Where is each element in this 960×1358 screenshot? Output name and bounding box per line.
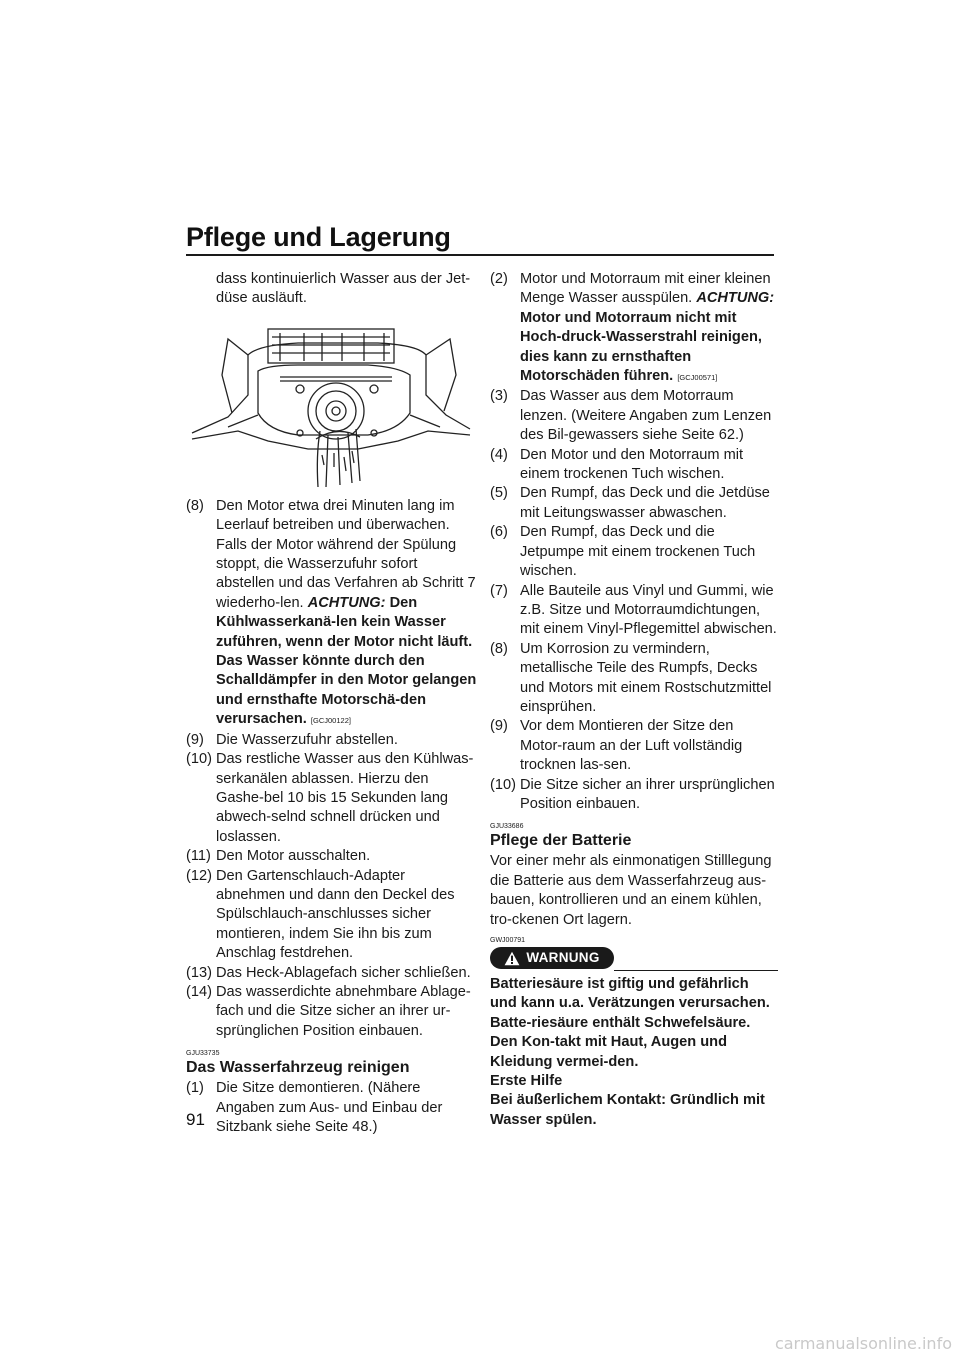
- step-text: Vor dem Montieren der Sitze den Motor-raum an der Luft vollständig trocknen las-sen.: [520, 718, 743, 774]
- step-9-left: [186, 731, 478, 750]
- reference-code: [GCJ00122]: [310, 716, 351, 726]
- section-title-cleaning: Das Wasserfahrzeug reinigen: [186, 1059, 410, 1077]
- step-number: (12): [186, 867, 212, 884]
- step-text: Den Motor ausschalten.: [216, 848, 371, 865]
- step-number: (9): [186, 731, 204, 748]
- step-text: Das Wasser aus dem Motorraum lenzen. (Weitere Angaben zum Lenzen des Bil-gewassers siehe Seite 62.): [520, 388, 772, 444]
- step-8-left: [186, 497, 478, 731]
- step-text: Den Motor und den Motorraum mit einem trockenen Tuch wischen.: [520, 446, 744, 483]
- step-9-right: [490, 717, 778, 775]
- step-2-right: [490, 270, 778, 387]
- step-10-left: [186, 750, 478, 847]
- step-11-left: [186, 847, 478, 866]
- caution-text: Motor und Motorraum nicht mit Hoch-druck-Wasserstrahl reinigen, dies kann zu ernsthaften Motorschäden führen.: [520, 309, 762, 385]
- section-code: GJU33686: [490, 823, 524, 831]
- step-number: (2): [490, 271, 508, 287]
- step-number: (4): [490, 446, 508, 463]
- step-13-left: [186, 964, 478, 983]
- warning-header: [490, 947, 778, 971]
- step-text: Den Motor etwa drei Minuten lang im Leerlauf betreiben und überwachen. Falls der Motor während der Spülung stoppt, die Wasserzufuhr sofort abstellen und das Verfahren ab Schritt 7 wiederho-len.: [216, 497, 476, 611]
- step-text: Um Korrosion zu vermindern, metallische Teile des Rumpfs, Decks und Motors mit einem Rostschutzmittel einsprühen.: [520, 640, 772, 715]
- warning-rule: [614, 970, 778, 971]
- reference-code: [GCJ00571]: [677, 373, 718, 383]
- warning-badge: [490, 947, 614, 969]
- step-text: Den Rumpf, das Deck und die Jetpumpe mit einem trockenen Tuch wischen.: [520, 524, 756, 580]
- step-7-right: [490, 582, 778, 640]
- step-number: (13): [186, 964, 212, 981]
- section-code: GJU33735: [186, 1050, 220, 1058]
- step-number: (11): [186, 848, 211, 865]
- step-number: (6): [490, 524, 508, 541]
- warning-label: WARNUNG: [526, 950, 600, 966]
- step-5-right: [490, 484, 778, 523]
- watermark: carmanualsonline.info: [774, 1334, 952, 1353]
- page-title: Pflege und Lagerung: [186, 222, 451, 252]
- step-text: Den Rumpf, das Deck und die Jetdüse mit Leitungswasser abwaschen.: [520, 485, 770, 521]
- title-rule: [186, 254, 774, 256]
- step-text: Motor und Motorraum mit einer kleinen Menge Wasser ausspülen.: [520, 271, 771, 307]
- jet-nozzle-flush-illustration: [188, 315, 474, 491]
- step-3-right: [490, 387, 778, 445]
- step-number: (14): [186, 983, 212, 1000]
- step-text: Den Gartenschlauch-Adapter abnehmen und dann den Deckel des Spülschlauch-anschlusses sicher montieren, indem Sie ihn bis zum Anschlag festdrehen.: [216, 867, 455, 962]
- step-number: (7): [490, 582, 508, 599]
- step-number: (9): [490, 718, 508, 735]
- step-text: Das restliche Wasser aus den Kühlwas-serkanälen ablassen. Hierzu den Gashe-bel 10 bis 15 Sekunden lang abwech-selnd schnell drücken und loslassen.: [216, 751, 474, 845]
- step-number: (10): [490, 776, 516, 793]
- step-14-left: [186, 983, 478, 1041]
- step-1-cleaning: [186, 1079, 478, 1137]
- step-4-right: [490, 446, 778, 485]
- page-number: 91: [186, 1110, 205, 1129]
- first-aid-heading: Erste Hilfe: [490, 1073, 563, 1090]
- warning-triangle-icon: [504, 951, 520, 966]
- caution-text: Den Kühlwasserkanä-len kein Wasser zuführen, wenn der Motor nicht läuft. Das Wasser könnte durch den Schalldämpfer in den Motor gelangen und ernsthafte Motorschä-den verursachen.: [216, 594, 477, 728]
- step-text: Das wasserdichte abnehmbare Ablage-fach und die Sitze sicher an ihrer ur-sprünglichen Position einbauen.: [216, 983, 471, 1039]
- step-text: Die Sitze sicher an ihrer ursprünglichen Position einbauen.: [520, 776, 775, 812]
- step-text: Das Heck-Ablagefach sicher schließen.: [216, 964, 471, 981]
- step-number: (10): [186, 751, 212, 768]
- step-number: (3): [490, 388, 508, 405]
- right-column: [490, 270, 778, 1130]
- warning-text: Batteriesäure ist giftig und gefährlich und kann u.a. Verätzungen verursachen. Batte-riesäure enthält Schwefelsäure. Den Kon-takt mit Haut, Augen und Kleidung vermei-den.: [490, 976, 770, 1070]
- step-text: Alle Bauteile aus Vinyl und Gummi, wie z.B. Sitze und Motorraumdichtungen, mit einem Vinyl-Pflegemittel abwischen.: [520, 582, 777, 638]
- intro-paragraph: dass kontinuierlich Wasser aus der Jet-düse ausläuft.: [216, 271, 471, 307]
- caution-label: ACHTUNG:: [307, 594, 386, 611]
- step-text: Die Sitze demontieren. (Nähere Angaben zum Aus- und Einbau der Sitzbank siehe Seite 48.): [216, 1080, 443, 1135]
- step-number: (8): [490, 640, 508, 657]
- step-number: (8): [186, 497, 204, 514]
- caution-label: ACHTUNG:: [696, 290, 775, 307]
- step-10-right: [490, 776, 778, 815]
- step-text: Die Wasserzufuhr abstellen.: [216, 731, 398, 748]
- left-column: [186, 270, 478, 1137]
- step-6-right: [490, 523, 778, 581]
- warning-code: GWJ00791: [490, 937, 526, 944]
- step-8-right: [490, 640, 778, 718]
- step-number: (5): [490, 485, 508, 502]
- step-number: (1): [186, 1080, 204, 1097]
- step-12-left: [186, 867, 478, 964]
- section-title-battery: Pflege der Batterie: [490, 832, 632, 850]
- battery-paragraph: Vor einer mehr als einmonatigen Stilllegung die Batterie aus dem Wasserfahrzeug aus-bauen, kontrollieren und an einem kühlen, tro-ckenen Ort lagern.: [490, 853, 772, 928]
- first-aid-text: Bei äußerlichem Kontakt: Gründlich mit Wasser spülen.: [490, 1092, 765, 1128]
